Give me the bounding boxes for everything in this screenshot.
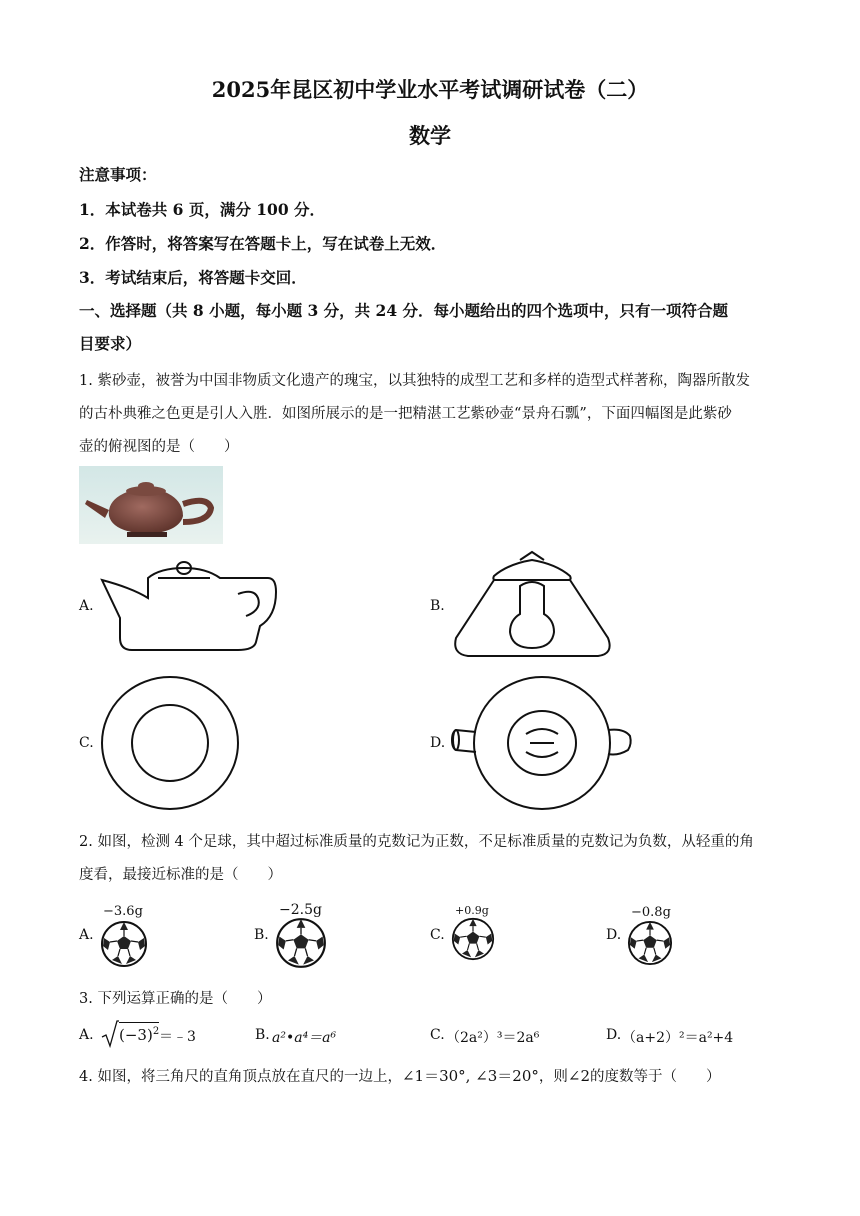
ball-a-label: −3.6g bbox=[103, 904, 143, 919]
q3-option-c-expression: （2a²）³＝2a⁶ bbox=[446, 1030, 540, 1046]
q3-stem: 3. 下列运算正确的是（ ） bbox=[79, 991, 272, 1007]
section-heading-line2: 目要求） bbox=[79, 334, 142, 353]
teapot-top-view-c bbox=[98, 674, 242, 812]
q1-option-d-label: D. bbox=[430, 735, 446, 751]
subject-title: 数学 bbox=[409, 123, 451, 148]
q2-option-a-label: A. bbox=[79, 927, 94, 943]
q2-line2: 度看，最接近标准的是（ ） bbox=[79, 867, 282, 883]
q1-line3: 壶的俯视图的是（ ） bbox=[79, 439, 239, 455]
ball-c-label: +0.9g bbox=[455, 904, 489, 917]
soccer-ball-c bbox=[451, 917, 495, 961]
soccer-ball-b bbox=[275, 917, 327, 969]
q1-option-b-label: B. bbox=[430, 598, 445, 614]
q2-option-b-label: B. bbox=[254, 927, 269, 943]
q3-option-a-label: A. bbox=[79, 1027, 94, 1043]
teapot-photo bbox=[79, 466, 223, 544]
ball-d-label: −0.8g bbox=[631, 905, 671, 920]
q2-line1: 2. 如图，检测 4 个足球，其中超过标准质量的克数记为正数，不足标准质量的克数记为负数，从轻重的角 bbox=[79, 834, 754, 850]
teapot-top-view-d bbox=[448, 674, 634, 812]
q1-option-c-label: C. bbox=[79, 735, 94, 751]
q4-stem-part-b: ，则 bbox=[538, 1069, 568, 1085]
notes-heading: 注意事项： bbox=[79, 165, 157, 184]
q1-line2: 的古朴典雅之色更是引人入胜．如图所展示的是一把精湛工艺紫砂壶“景舟石瓢”，下面四幅图是此紫砂 bbox=[79, 406, 732, 422]
radical-sign-icon bbox=[101, 1020, 119, 1048]
radicand: $(-3)^2$ bbox=[119, 1022, 159, 1044]
note-item-1: 1．本试卷共 6 页，满分 100 分． bbox=[79, 200, 326, 219]
q4-stem bbox=[79, 1065, 721, 1086]
teapot-side-view-b bbox=[448, 550, 618, 660]
ball-b-label: −2.5g bbox=[279, 902, 322, 918]
q3-option-d-expression: （a+2）²＝a²+4 bbox=[622, 1030, 734, 1046]
exam-title: 2025年昆区初中学业水平考试调研试卷（二） bbox=[211, 77, 649, 102]
q2-option-d-label: D. bbox=[606, 927, 622, 943]
q3-option-b-label: B. bbox=[255, 1027, 270, 1043]
q1-line1: 1. 紫砂壶，被誉为中国非物质文化遗产的瑰宝，以其独特的成型工艺和多样的造型式样著称，陶器所散发 bbox=[79, 373, 750, 389]
q4-angles: ∠1＝30°, ∠3＝20° bbox=[401, 1067, 539, 1085]
q3-option-d-label: D. bbox=[606, 1027, 622, 1043]
soccer-ball-a bbox=[100, 920, 148, 968]
note-item-3: 3．考试结束后，将答题卡交回． bbox=[79, 268, 307, 287]
q3-option-b-expression: a²•a⁴＝a⁶ bbox=[272, 1030, 337, 1046]
q4-stem-part-a: 4. 如图，将三角尺的直角顶点放在直尺的一边上， bbox=[79, 1069, 402, 1085]
section-heading-line1: 一、选择题（共 8 小题，每小题 3 分，共 24 分．每小题给出的四个选项中，只有一项符合题 bbox=[79, 301, 729, 320]
q4-angle-2: ∠2 bbox=[567, 1067, 591, 1085]
teapot-front-view-a bbox=[98, 558, 280, 656]
q3-option-a-rhs: ＝﹣3 bbox=[159, 1029, 196, 1045]
q1-option-a-label: A. bbox=[79, 598, 94, 614]
q4-stem-part-c: 的度数等于（ ） bbox=[590, 1069, 721, 1085]
q3-option-c-label: C. bbox=[430, 1027, 445, 1043]
soccer-ball-d bbox=[627, 920, 673, 966]
q2-option-c-label: C. bbox=[430, 927, 445, 943]
note-item-2: 2．作答时，将答案写在答题卡上，写在试卷上无效． bbox=[79, 234, 447, 253]
